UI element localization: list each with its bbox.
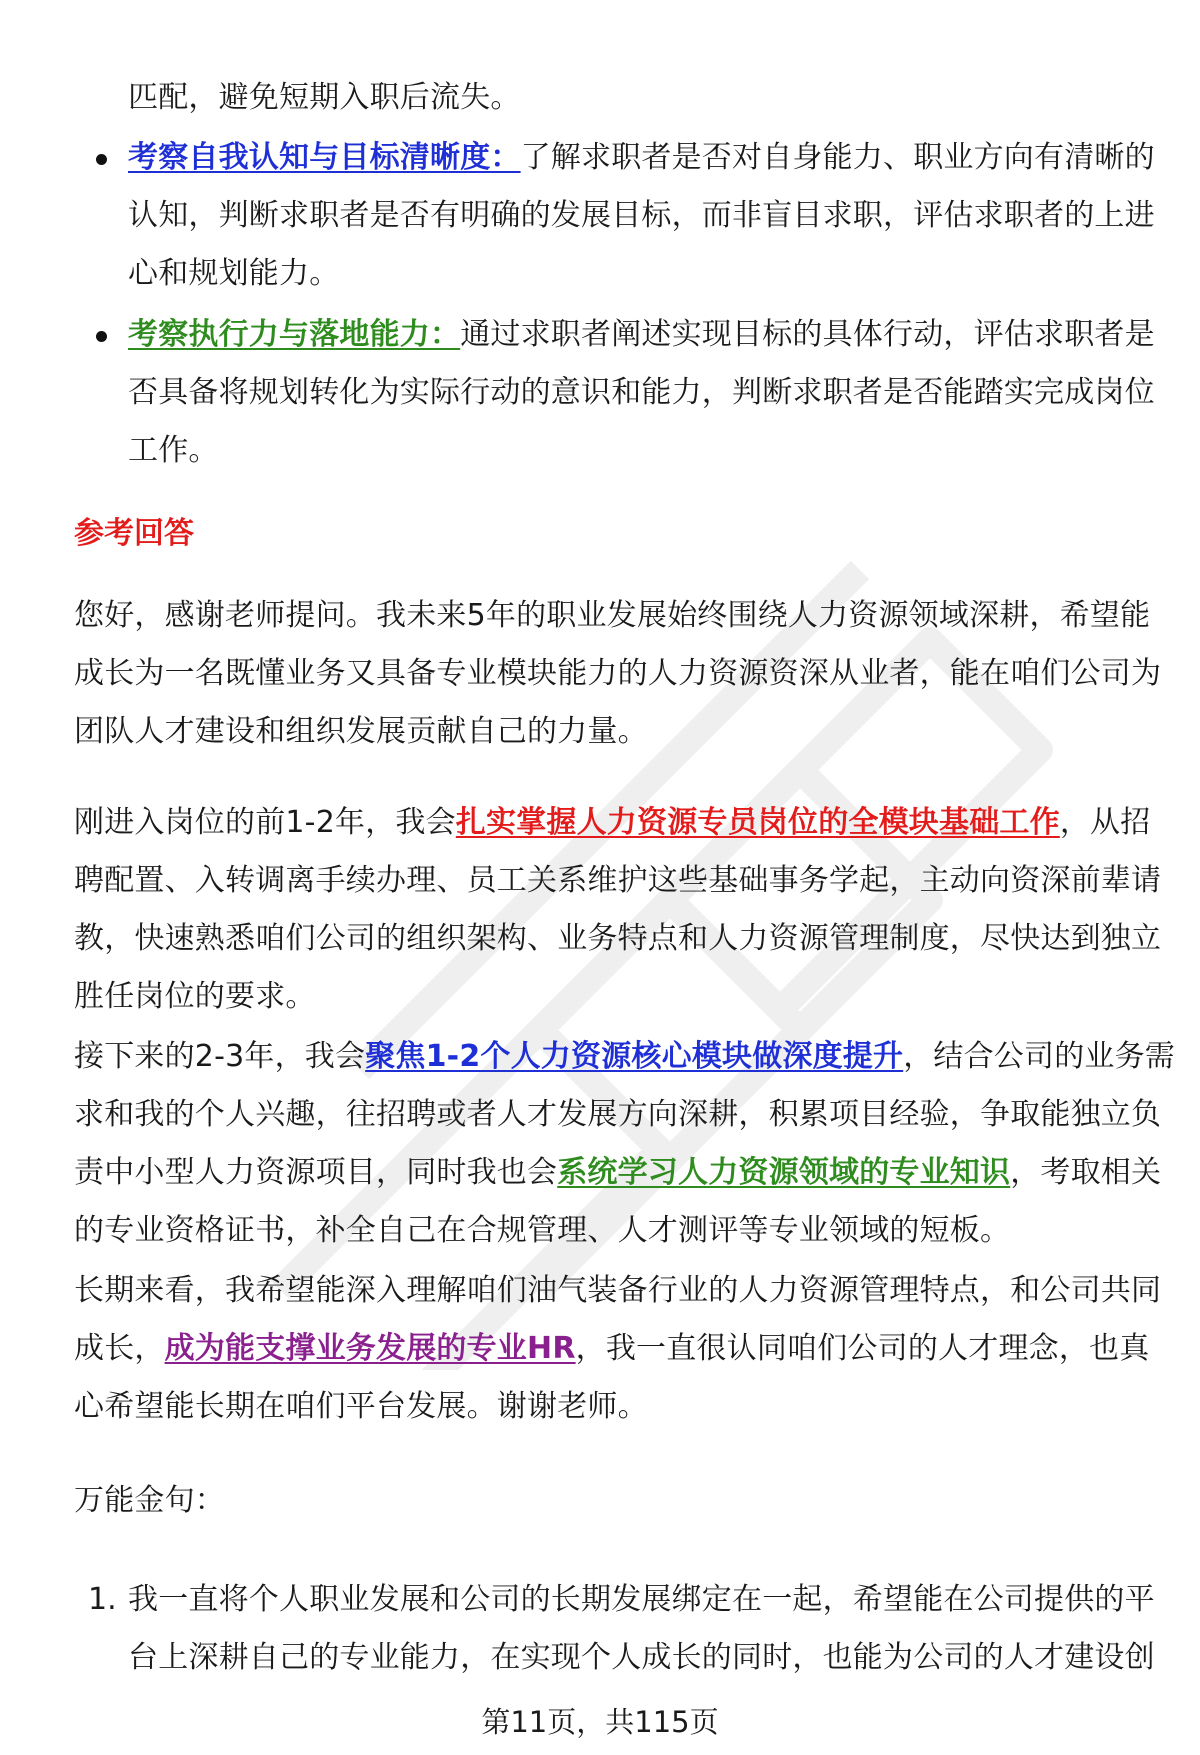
answer-p2-text: 刚进入岗位的前1-2年，我会 [74,805,456,840]
answer-p3-line-4: 的专业资格证书，补全自己在合规管理、人才测评等专业领域的短板。 [74,1213,1011,1248]
answer-p2-text: ，从招 [1059,805,1151,840]
answer-p2-line-2: 聘配置、入转调离手续办理、员工关系维护这些基础事务学起，主动向资深前辈请 [74,863,1162,898]
answer-p3-text: 接下来的2-3年，我会 [74,1039,366,1074]
answer-p1-line-1: 您好，感谢老师提问。我未来5年的职业发展始终围绕人力资源领域深耕，希望能 [74,598,1151,633]
highlight-red: 扎实掌握人力资源专员岗位的全模块基础工作 [455,805,1060,840]
bullet-2-line-3: 工作。 [128,433,219,468]
bullet-1-title: 考察自我认知与目标清晰度： [128,140,521,175]
bullet-1-text: 了解求职者是否对自身能力、职业方向有清晰的 [520,140,1155,175]
highlight-blue: 聚焦1-2个人力资源核心模块做深度提升 [365,1039,904,1074]
bullet-2-line-2: 否具备将规划转化为实际行动的意识和能力，判断求职者是否能踏实完成岗位 [128,375,1155,410]
answer-p3-line-3 [74,1153,1161,1193]
answer-p3-line-2: 求和我的个人兴趣，往招聘或者人才发展方向深耕，积累项目经验，争取能独立负 [74,1097,1162,1132]
answer-p4-line-3: 心希望能长期在咱们平台发展。谢谢老师。 [74,1389,648,1424]
bullet-1-line-3: 心和规划能力。 [128,256,340,291]
answer-p4-line-1: 长期来看，我希望能深入理解咱们油气装备行业的人力资源管理特点，和公司共同 [74,1273,1162,1308]
golden-heading: 万能金句： [74,1483,225,1518]
answer-p2-line-4: 胜任岗位的要求。 [74,979,316,1014]
page-footer: 第11页，共115页 [481,1705,719,1739]
bullet-2-line-1 [128,315,1155,355]
bullet-2-text: 通过求职者阐述实现目标的具体行动，评估求职者是 [460,317,1155,352]
answer-p2-line-1 [74,803,1150,843]
answer-p3-text: ，结合公司的业务需 [903,1039,1176,1074]
answer-p3-text: ，考取相关 [1010,1155,1162,1190]
bullet-1-line-2: 认知，判断求职者是否有明确的发展目标，而非盲目求职，评估求职者的上进 [128,198,1155,233]
bullet-continuation: 匹配，避免短期入职后流失。 [128,80,521,115]
highlight-green: 系统学习人力资源领域的专业知识 [557,1155,1011,1190]
bullet-1-line-1 [128,138,1155,178]
bullet-dot [96,154,107,165]
highlight-purple: 成为能支撑业务发展的专业HR [164,1331,576,1366]
answer-p2-line-3: 教，快速熟悉咱们公司的组织架构、业务特点和人力资源管理制度，尽快达到独立 [74,921,1162,956]
bullet-dot [96,331,107,342]
list-number: 1. [88,1582,117,1617]
section-heading-reference-answer: 参考回答 [74,516,194,551]
golden-item-1-line-1: 我一直将个人职业发展和公司的长期发展绑定在一起，希望能在公司提供的平 [128,1582,1155,1617]
bullet-2-title: 考察执行力与落地能力： [128,317,461,352]
answer-p1-line-3: 团队人才建设和组织发展贡献自己的力量。 [74,714,648,749]
answer-p1-line-2: 成长为一名既懂业务又具备专业模块能力的人力资源资深从业者，能在咱们公司为 [74,656,1162,691]
answer-p4-text: ，我一直很认同咱们公司的人才理念，也真 [575,1331,1150,1366]
answer-p4-text: 成长， [74,1331,165,1366]
answer-p4-line-2 [74,1329,1149,1369]
golden-item-1-line-2: 台上深耕自己的专业能力，在实现个人成长的同时，也能为公司的人才建设创 [128,1640,1155,1675]
answer-p3-line-1 [74,1037,1175,1077]
answer-p3-text: 责中小型人力资源项目，同时我也会 [74,1155,558,1190]
